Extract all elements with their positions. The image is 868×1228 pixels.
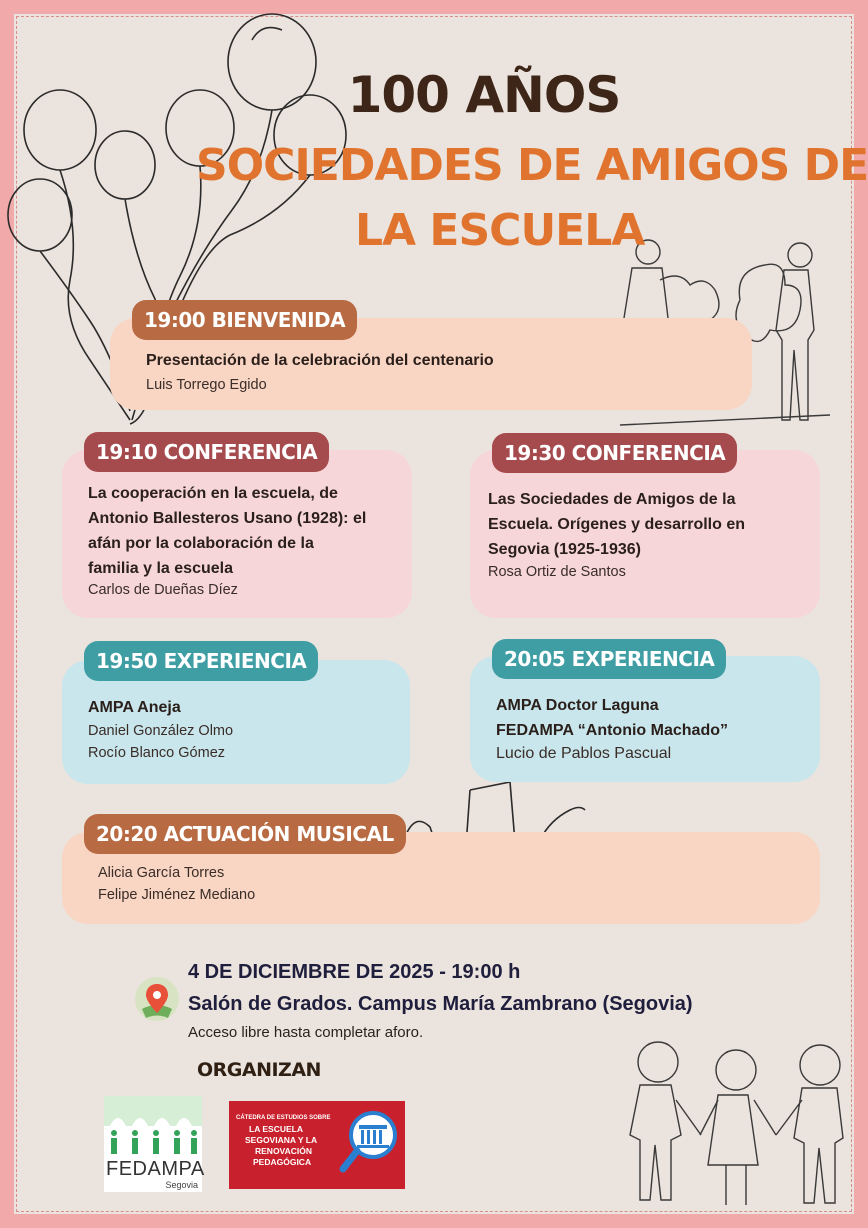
event-speaker: Lucio de Pablos Pascual <box>496 745 672 762</box>
event-title-line: Escuela. Orígenes y desarrollo en <box>488 516 745 533</box>
event-title-line: AMPA Doctor Laguna <box>496 697 659 714</box>
event-tag: 20:05 EXPERIENCIA <box>492 639 726 679</box>
event-venue: Salón de Grados. Campus María Zambrano (Segovia) <box>188 993 693 1015</box>
catedra-line-2: LA ESCUELA <box>249 1124 303 1134</box>
children-holding-hands-drawing <box>630 1042 843 1205</box>
fedampa-name: FEDAMPA <box>106 1158 205 1180</box>
catedra-line-5: PEDAGÓGICA <box>253 1157 312 1167</box>
event-speaker: Rocío Blanco Gómez <box>88 745 226 761</box>
event-speaker: Rosa Ortiz de Santos <box>488 564 626 580</box>
event-tag: 19:10 CONFERENCIA <box>84 432 329 472</box>
event-title-line: Segovia (1925-1936) <box>488 541 641 558</box>
event-tag: 20:20 ACTUACIÓN MUSICAL <box>84 814 406 854</box>
catedra-line-4: RENOVACIÓN <box>255 1146 312 1156</box>
event-title: AMPA Aneja <box>88 699 181 716</box>
fedampa-sub: Segovia <box>165 1180 198 1190</box>
event-title-line: afán por la colaboración de la <box>88 535 314 552</box>
fedampa-logo <box>104 1096 205 1192</box>
event-speaker: Alicia García Torres <box>98 865 225 881</box>
event-title: Presentación de la celebración del centenario <box>146 352 494 369</box>
title-line-2: LA ESCUELA <box>355 205 645 256</box>
magnifier-icon <box>337 1107 401 1183</box>
catedra-line-3: SEGOVIANA Y LA <box>245 1135 318 1145</box>
event-access-note: Acceso libre hasta completar aforo. <box>188 1024 424 1041</box>
event-tag: 19:00 BIENVENIDA <box>132 300 357 340</box>
event-title-line: Antonio Ballesteros Usano (1928): el <box>88 510 367 527</box>
event-date: 4 DE DICIEMBRE DE 2025 - 19:00 h <box>188 961 521 983</box>
event-title-line: familia y la escuela <box>88 560 233 577</box>
event-speaker: Felipe Jiménez Mediano <box>98 887 256 903</box>
event-tag: 19:50 EXPERIENCIA <box>84 641 318 681</box>
event-title-line: La cooperación en la escuela, de <box>88 485 338 502</box>
catedra-logo <box>229 1101 405 1189</box>
organizers-heading: ORGANIZAN <box>197 1059 321 1081</box>
event-speaker: Luis Torrego Egido <box>146 377 267 393</box>
event-title-line: Las Sociedades de Amigos de la <box>488 491 736 508</box>
catedra-line-1: CÁTEDRA DE ESTUDIOS SOBRE <box>236 1115 331 1121</box>
event-tag: 19:30 CONFERENCIA <box>492 433 737 473</box>
event-speaker: Carlos de Dueñas Díez <box>88 582 238 598</box>
title-line-1: SOCIEDADES DE AMIGOS DE <box>196 140 868 191</box>
location-pin-icon <box>134 976 180 1022</box>
event-title-line: FEDAMPA “Antonio Machado” <box>496 722 728 739</box>
event-speaker: Daniel González Olmo <box>88 723 234 739</box>
fedampa-arches-icon <box>104 1096 202 1154</box>
title-years: 100 AÑOS <box>347 66 621 124</box>
